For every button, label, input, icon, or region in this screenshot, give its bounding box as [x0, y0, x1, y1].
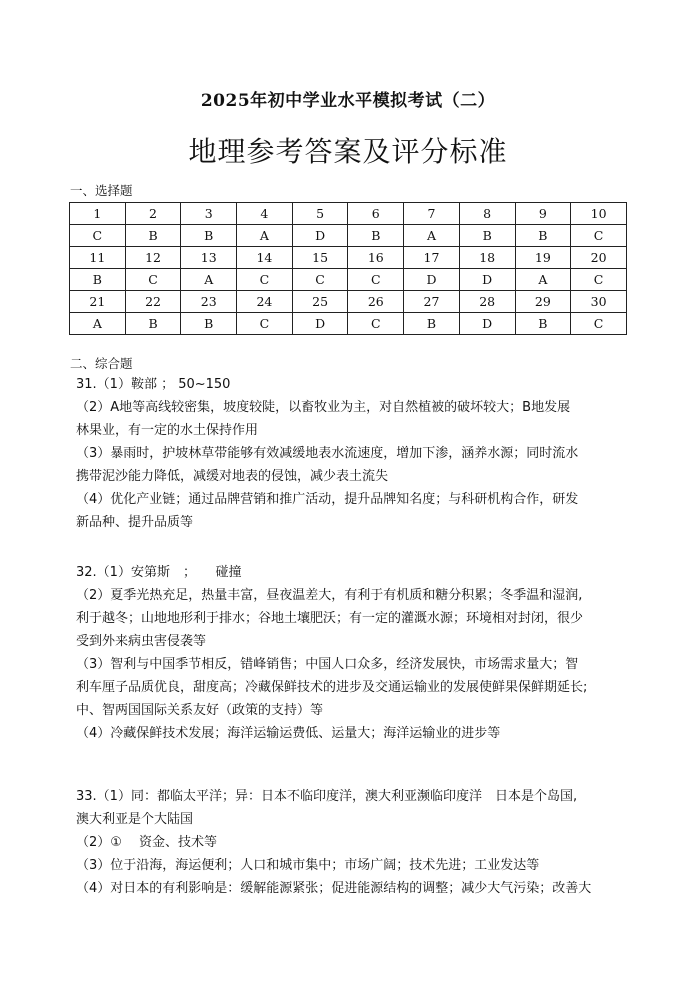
answer-line: 利车厘子品质优良，甜度高；冷藏保鲜技术的进步及交通运输业的发展使鲜果保鲜期延长; — [76, 680, 588, 695]
answer-cell: C — [348, 269, 404, 291]
answer-cell: C — [348, 313, 404, 335]
answer-cell: D — [292, 313, 348, 335]
answer-line: 31.（1）鞍部 ； 50~150 — [76, 377, 231, 392]
answer-cell: B — [70, 269, 126, 291]
answer-cell: B — [125, 225, 181, 247]
question-number-cell: 4 — [237, 203, 293, 225]
answer-cell: A — [237, 225, 293, 247]
question-number-cell: 24 — [237, 291, 293, 313]
answer-line: 32.（1）安第斯 ； 碰撞 — [76, 565, 242, 580]
question-number-cell: 27 — [404, 291, 460, 313]
table-row — [70, 247, 627, 269]
question-number-cell: 29 — [515, 291, 571, 313]
answer-line: （3）暴雨时，护坡林草带能够有效减缓地表水流速度，增加下渗，涵养水源；同时流水 — [76, 446, 579, 461]
question-number-cell: 23 — [181, 291, 237, 313]
answer-cell: B — [181, 225, 237, 247]
answer-cell: C — [237, 313, 293, 335]
answer-cell: A — [181, 269, 237, 291]
answer-cell: B — [181, 313, 237, 335]
table-row — [70, 203, 627, 225]
question-number-cell: 18 — [459, 247, 515, 269]
question-number-cell: 15 — [292, 247, 348, 269]
answer-line: 新品种、提升品质等 — [76, 515, 194, 530]
answer-cell: C — [237, 269, 293, 291]
question-number-cell: 11 — [70, 247, 126, 269]
answer-line: 中、智两国国际关系友好（政策的支持）等 — [76, 703, 324, 718]
table-row — [70, 291, 627, 313]
question-number-cell: 13 — [181, 247, 237, 269]
answer-cell: C — [70, 225, 126, 247]
answer-line: 澳大利亚是个大陆国 — [76, 812, 194, 827]
question-32-answer — [76, 561, 636, 745]
answer-line: 林果业，有一定的水土保持作用 — [76, 423, 259, 438]
answer-cell: B — [515, 313, 571, 335]
question-number-cell: 8 — [459, 203, 515, 225]
answer-cell: C — [292, 269, 348, 291]
question-number-cell: 3 — [181, 203, 237, 225]
answer-cell: D — [459, 313, 515, 335]
question-number-cell: 28 — [459, 291, 515, 313]
answer-cell: A — [404, 225, 460, 247]
answer-cell: D — [404, 269, 460, 291]
section-1-heading: 一、选择题 — [70, 183, 133, 198]
exam-title: 2025年初中学业水平模拟考试（二） — [200, 91, 496, 111]
table-row — [70, 269, 627, 291]
answer-line: （3）位于沿海，海运便利；人口和城市集中；市场广阔；技术先进；工业发达等 — [76, 858, 540, 873]
question-number-cell: 14 — [237, 247, 293, 269]
answer-line: （3）智利与中国季节相反，错峰销售；中国人口众多，经济发展快，市场需求量大；智 — [76, 657, 579, 672]
answer-cell: C — [571, 269, 627, 291]
answer-line: 携带泥沙能力降低，减缓对地表的侵蚀，减少表土流失 — [76, 469, 389, 484]
question-number-cell: 9 — [515, 203, 571, 225]
question-number-cell: 17 — [404, 247, 460, 269]
question-number-cell: 30 — [571, 291, 627, 313]
answer-cell: B — [125, 313, 181, 335]
answer-cell: C — [571, 313, 627, 335]
question-31-answer — [76, 373, 636, 534]
question-number-cell: 25 — [292, 291, 348, 313]
answer-cell: B — [404, 313, 460, 335]
question-33-answer — [76, 785, 636, 900]
answer-key-subtitle: 地理参考答案及评分标准 — [188, 135, 508, 168]
answer-line: （2）A地等高线较密集，坡度较陡，以畜牧业为主，对自然植被的破坏较大；B地发展 — [76, 400, 571, 415]
question-number-cell: 10 — [571, 203, 627, 225]
question-number-cell: 22 — [125, 291, 181, 313]
answer-cell: A — [70, 313, 126, 335]
question-number-cell: 20 — [571, 247, 627, 269]
answer-line: 33.（1）同：都临太平洋；异：日本不临印度洋，澳大利亚濒临印度洋 日本是个岛国, — [76, 789, 578, 804]
answer-cell: C — [125, 269, 181, 291]
question-number-cell: 5 — [292, 203, 348, 225]
answer-line: （4）对日本的有利影响是：缓解能源紧张；促进能源结构的调整；减少大气污染；改善大 — [76, 881, 592, 896]
answer-cell: A — [515, 269, 571, 291]
answer-line: 受到外来病虫害侵袭等 — [76, 634, 207, 649]
answer-line: （4）优化产业链；通过品牌营销和推广活动，提升品牌知名度；与科研机构合作，研发 — [76, 492, 579, 507]
answer-cell: B — [348, 225, 404, 247]
question-number-cell: 12 — [125, 247, 181, 269]
answer-line: 利于越冬；山地地形利于排水；谷地土壤肥沃；有一定的灌溉水源；环境相对封闭，很少 — [76, 611, 584, 626]
answer-cell: D — [292, 225, 348, 247]
table-row — [70, 313, 627, 335]
question-number-cell: 7 — [404, 203, 460, 225]
answer-cell: B — [515, 225, 571, 247]
answer-line: （4）冷藏保鲜技术发展；海洋运输运费低、运量大；海洋运输业的进步等 — [76, 726, 501, 741]
answer-line: （2）夏季光热充足，热量丰富，昼夜温差大，有利于有机质和糖分积累；冬季温和湿润, — [76, 588, 583, 603]
table-row — [70, 225, 627, 247]
answer-cell: B — [459, 225, 515, 247]
section-2-heading: 二、综合题 — [70, 356, 133, 371]
question-number-cell: 2 — [125, 203, 181, 225]
question-number-cell: 16 — [348, 247, 404, 269]
answer-cell: D — [459, 269, 515, 291]
question-number-cell: 6 — [348, 203, 404, 225]
question-number-cell: 1 — [70, 203, 126, 225]
question-number-cell: 19 — [515, 247, 571, 269]
question-number-cell: 26 — [348, 291, 404, 313]
multiple-choice-answer-table — [69, 202, 627, 335]
answer-cell: C — [571, 225, 627, 247]
answer-line: （2）① 资金、技术等 — [76, 835, 218, 850]
question-number-cell: 21 — [70, 291, 126, 313]
